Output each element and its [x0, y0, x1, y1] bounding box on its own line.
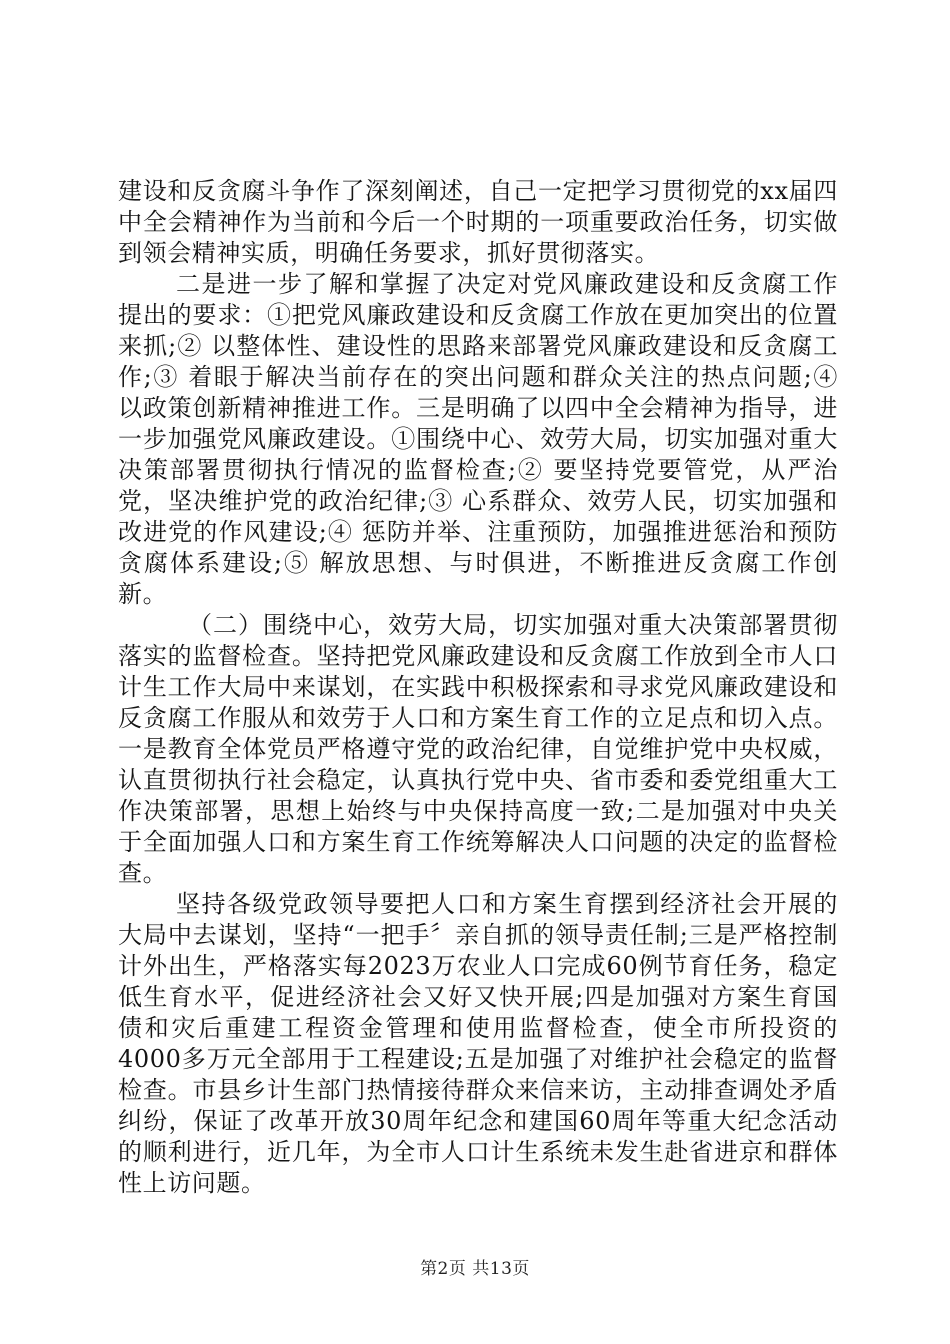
paragraph-section-two: （二）围绕中心，效劳大局，切实加强对重大决策部署贯彻落实的监督检查。坚持把党风廉政建设和反贪腐工作放到全市人口计生工作大局中来谋划，在实践中积极探索和寻求党风廉政建设和反贪腐工作服从和效劳于人口和方案生育工作的立足点和切入点。一是教育全体党员严格遵守党的政治纪律，自觉维护党中央权威，认直贯彻执行社会稳定，认真执行党中央、省市委和委党组重大工作决策部署，思想上始终与中央保持高度一致;二是加强对中央关于全面加强人口和方案生育工作统筹解决人口问题的决定的监督检查。 — [118, 611, 838, 887]
paragraph-leadership: 坚持各级党政领导要把人口和方案生育摆到经济社会开展的大局中去谋划，坚持“一把手〞亲自抓的领导责任制;三是严格控制计外出生，严格落实每2023万农业人口完成60例节育任务，稳定低生育水平，促进经济社会又好又快开展;四是加强对方案生育国债和灾后重建工程资金管理和使用监督检查，使全市所投资的4000多万元全部用于工程建设;五是加强了对维护社会稳定的监督检查。市县乡计生部门热情接待群众来信来访，主动排查调处矛盾纠纷，保证了改革开放30周年纪念和建国60周年等重大纪念活动的顺利进行，近几年，为全市人口计生系统未发生赴省进京和群体性上访问题。 — [118, 890, 838, 1197]
paragraph-continuation: 建设和反贪腐斗争作了深刻阐述，自己一定把学习贯彻党的xx届四中全会精神作为当前和今后一个时期的一项重要政治任务，切实做到领会精神实质，明确任务要求，抓好贯彻落实。 — [118, 177, 838, 267]
document-body — [118, 176, 838, 1199]
paragraph-requirements: 二是进一步了解和掌握了决定对党风廉政建设和反贪腐工作提出的要求：①把党风廉政建设和反贪腐工作放在更加突出的位置来抓;② 以整体性、建设性的思路来部署党风廉政建设和反贪腐工作;③ 着眼于解决当前存在的突出问题和群众关注的热点问题;④ 以政策创新精神推进工作。三是明确了以四中全会精神为指导，进一步加强党风廉政建设。①围绕中心、效劳大局，切实加强对重大决策部署贯彻执行情况的监督检查;② 要坚持党要管党，从严治党，坚决维护党的政治纪律;③ 心系群众、效劳人民，切实加强和改进党的作风建设;④ 惩防并举、注重预防，加强推进惩治和预防贪腐体系建设;⑤ 解放思想、与时俱进，不断推进反贪腐工作创新。 — [118, 270, 838, 608]
page-number-footer: 第2页 共13页 — [420, 1259, 530, 1279]
